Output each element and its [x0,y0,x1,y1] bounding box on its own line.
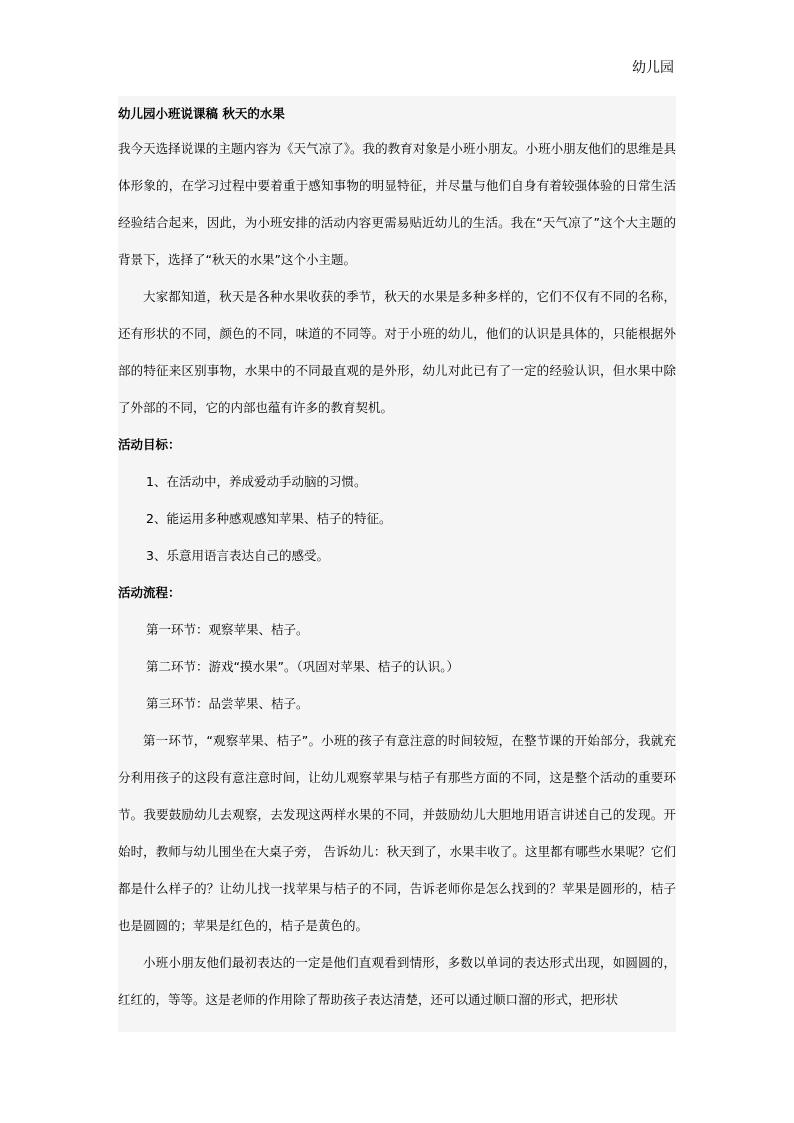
goal-item: 3、乐意用语言表达自己的感受。 [146,548,329,563]
process-step: 第三环节：品尝苹果、桔子。 [146,696,309,711]
page-header: 幼儿园 [632,60,674,76]
paragraph-expression: 小班小朋友他们最初表达的一定是他们直观看到情形，多数以单词的表达形式出现，如圆圆的，红红的，等等。这是老师的作用除了帮助孩子表达清楚，还可以通过顺口溜的形式，把形状 [118,955,676,1007]
paragraph-intro: 我今天选择说课的主题内容为《天气凉了》。我的教育对象是小班小朋友。小班小朋友他们的思维是具体形象的，在学习过程中要着重于感知事物的明显特征，并尽量与他们自身有着较强体验的日常生活经验结合起来，因此，为小班安排的活动内容更需易贴近幼儿的生活。我在“天气凉了”这个大主题的背景下，选择了“秋天的水果”这个小主题。 [118,141,676,267]
goal-item: 2、能运用多种感观感知苹果、桔子的特征。 [146,511,392,526]
document-title: 幼儿园小班说课稿 秋天的水果 [118,106,285,121]
paragraph-autumn: 大家都知道，秋天是各种水果收获的季节，秋天的水果是多种多样的，它们不仅有不同的名称，还有形状的不同，颜色的不同，味道的不同等。对于小班的幼儿，他们的认识是具体的，只能根据外部的特征来区别事物，水果中的不同最直观的是外形，幼儿对此已有了一定的经验认识，但水果中除了外部的不同，它的内部也蕴有许多的教育契机。 [118,289,676,415]
process-step: 第一环节：观察苹果、桔子。 [146,622,309,637]
goals-heading: 活动目标： [118,437,181,452]
paragraph-step-one: 第一环节，“观察苹果、桔子”。小班的孩子有意注意的时间较短，在整节课的开始部分，我就充分利用孩子的这段有意注意时间，让幼儿观察苹果与桔子有那些方面的不同，这是整个活动的重要环节。我要鼓励幼儿去观察，去发现这两样水果的不同，并鼓励幼儿大胆地用语言讲述自己的发现。开始时，教师与幼儿围坐在大桌子旁， 告诉幼儿：秋天到了，水果丰收了。这里都有哪些水果呢？它们都是什么样子的？让幼儿找一找苹果与桔子的不同，告诉老师你是怎么找到的？苹果是圆形的，桔子也是圆圆的；苹果是红色的，桔子是黄色的。 [118,733,676,933]
goal-item: 1、在活动中，养成爱动手动脑的习惯。 [146,474,367,489]
process-step: 第二环节：游戏“摸水果”。（巩固对苹果、桔子的认识。） [146,659,459,674]
process-heading: 活动流程： [118,585,181,600]
document-body [118,96,676,1032]
